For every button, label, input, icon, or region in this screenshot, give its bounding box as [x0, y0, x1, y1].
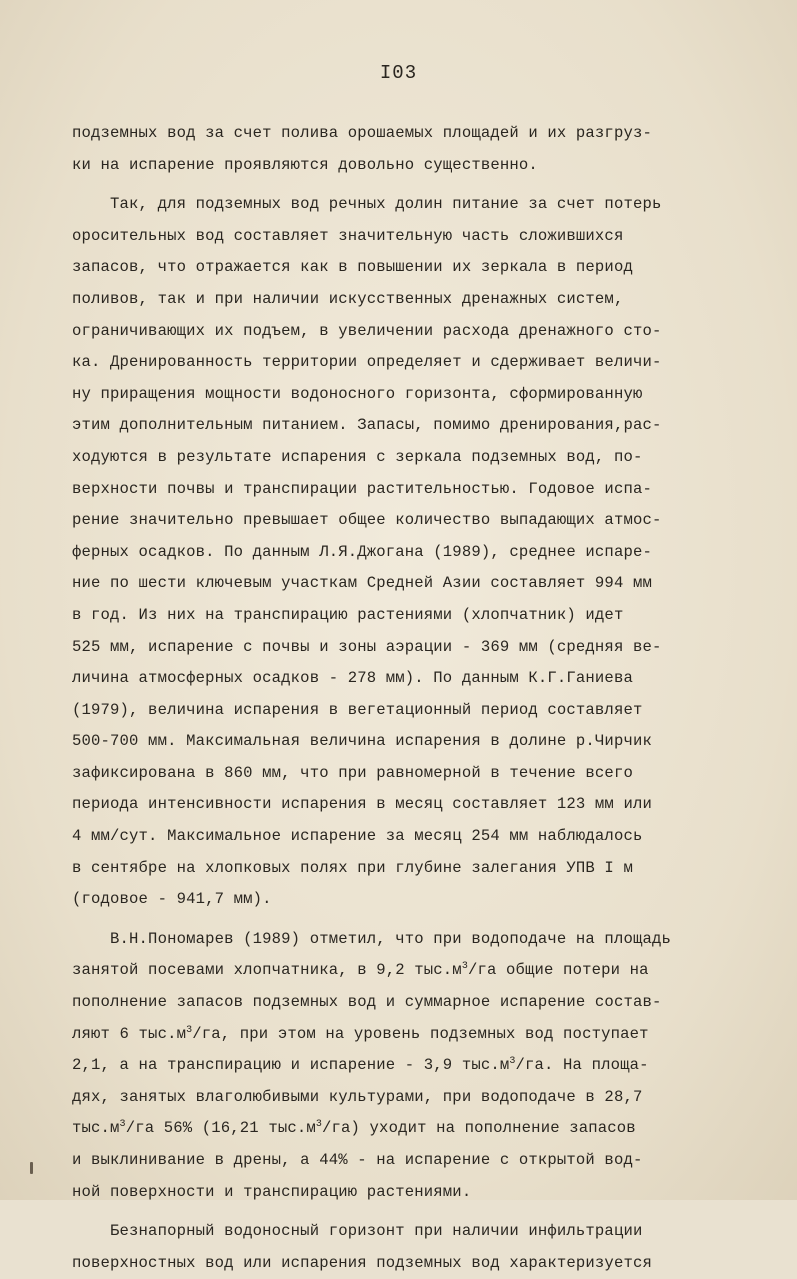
page-number: I03	[379, 62, 418, 84]
text-segment: ну приращения мощности водоносного горизонта, сформированную	[72, 384, 643, 403]
text-line	[72, 537, 722, 569]
text-segment: дях, занятых влаголюбивыми культурами, при водоподаче в 28,7	[72, 1087, 643, 1106]
text-line	[72, 632, 722, 664]
text-line	[72, 955, 722, 987]
text-segment: В.Н.Пономарев (1989) отметил, что при водоподаче на площадь	[72, 929, 671, 948]
text-line	[72, 410, 722, 442]
text-segment: Так, для подземных вод речных долин питание за счет потерь	[72, 195, 662, 214]
text-segment: ограничивающих их подъем, в увеличении расхода дренажного сто-	[72, 321, 662, 340]
text-line	[72, 758, 722, 790]
text-line	[72, 252, 722, 284]
text-line	[72, 1216, 722, 1248]
text-line	[72, 1082, 722, 1114]
text-segment: /га. На площа-	[515, 1056, 649, 1075]
text-segment: поверхностных вод или испарения подземных вод характеризуется	[72, 1253, 652, 1272]
text-segment: верхности почвы и транспирации растительностью. Годовое испа-	[72, 479, 652, 498]
text-segment: в год. Из них на транспирацию растениями (хлопчатник) идет	[72, 605, 624, 624]
superscript: 3	[509, 1056, 516, 1068]
text-line	[72, 474, 722, 506]
text-segment: запасов, что отражается как в повышении их зеркала в период	[72, 258, 633, 277]
text-line	[72, 568, 722, 600]
text-segment: ной поверхности и транспирацию растениями.	[72, 1182, 472, 1201]
text-segment: оросительных вод составляет значительную часть сложившихся	[72, 226, 624, 245]
text-segment: ки на испарение проявляются довольно существенно.	[72, 155, 538, 174]
text-line	[72, 663, 722, 695]
superscript: 3	[186, 1024, 193, 1036]
text-line	[72, 924, 722, 956]
text-line	[72, 726, 722, 758]
text-line	[72, 284, 722, 316]
text-line	[72, 1145, 722, 1177]
text-line	[72, 379, 722, 411]
text-segment: /га 56% (16,21 тыс.м	[125, 1119, 316, 1138]
text-line	[72, 789, 722, 821]
text-segment: ходуются в результате испарения с зеркала подземных вод, по-	[72, 447, 643, 466]
text-segment: и выклинивание в дрены, а 44% - на испарение с открытой вод-	[72, 1151, 643, 1169]
text-segment: (годовое - 941,7 мм).	[72, 890, 272, 909]
text-segment: 500-700 мм. Максимальная величина испарения в долине р.Чирчик	[72, 732, 652, 751]
text-line	[72, 1248, 722, 1279]
text-segment: /га общие потери на	[467, 961, 649, 980]
text-line	[72, 1019, 722, 1051]
margin-mark	[30, 1162, 33, 1174]
text-segment: поливов, так и при наличии искусственных дренажных систем,	[72, 289, 624, 308]
text-segment: ферных осадков. По данным Л.Я.Джогана (1989), среднее испаре-	[72, 542, 652, 561]
text-line	[72, 189, 722, 221]
text-segment: тыс.м	[72, 1119, 120, 1138]
text-segment: ние по шести ключевым участкам Средней Азии составляет 994 мм	[72, 574, 652, 593]
superscript: 3	[461, 961, 468, 973]
text-segment: 525 мм, испарение с почвы и зоны аэрации - 369 мм (средняя ве-	[72, 637, 662, 656]
text-line	[72, 695, 722, 727]
text-line	[72, 150, 722, 182]
text-segment: периода интенсивности испарения в месяц составляет 123 мм или	[72, 795, 652, 814]
text-line	[72, 316, 722, 348]
text-segment: ляют 6 тыс.м	[72, 1024, 187, 1043]
text-segment: ка. Дренированность территории определяет и сдерживает величи-	[72, 353, 662, 372]
superscript: 3	[315, 1119, 323, 1131]
text-segment: личина атмосферных осадков - 278 мм). По данным К.Г.Ганиева	[72, 669, 633, 688]
text-segment: /га) уходит на пополнение запасов	[322, 1119, 636, 1138]
text-segment: рение значительно превышает общее количество выпадающих атмос-	[72, 511, 662, 530]
text-line	[72, 347, 722, 379]
text-line	[72, 884, 722, 916]
text-segment: 2,1, а на транспирацию и испарение - 3,9 тыс.м	[72, 1056, 510, 1075]
text-segment: (1979), величина испарения в вегетационный период составляет	[72, 700, 643, 719]
text-line	[72, 821, 722, 853]
text-line	[72, 600, 722, 632]
text-segment: подземных вод за счет полива орошаемых площадей и их разгруз-	[72, 124, 652, 142]
text-segment: 4 мм/сут. Максимальное испарение за месяц 254 мм наблюдалось	[72, 827, 643, 846]
text-line	[72, 853, 722, 885]
text-line	[72, 442, 722, 474]
body-text	[72, 118, 722, 1279]
superscript: 3	[119, 1119, 126, 1131]
text-segment: Безнапорный водоносный горизонт при наличии инфильтрации	[72, 1222, 643, 1241]
text-segment: в сентябре на хлопковых полях при глубине залегания УПВ I м	[72, 858, 633, 877]
text-line	[72, 505, 722, 537]
text-line	[72, 987, 722, 1019]
text-line	[72, 1113, 722, 1145]
text-segment: пополнение запасов подземных вод и суммарное испарение состав-	[72, 993, 662, 1012]
text-segment: занятой посевами хлопчатника, в 9,2 тыс.м	[72, 961, 462, 980]
text-line	[72, 1177, 722, 1209]
text-line	[72, 1050, 722, 1082]
text-line	[72, 118, 722, 150]
text-segment: /га, при этом на уровень подземных вод поступает	[192, 1024, 649, 1043]
text-line	[72, 221, 722, 253]
text-segment: этим дополнительным питанием. Запасы, помимо дренирования,рас-	[72, 416, 662, 435]
text-segment: зафиксирована в 860 мм, что при равномерной в течение всего	[72, 763, 633, 782]
